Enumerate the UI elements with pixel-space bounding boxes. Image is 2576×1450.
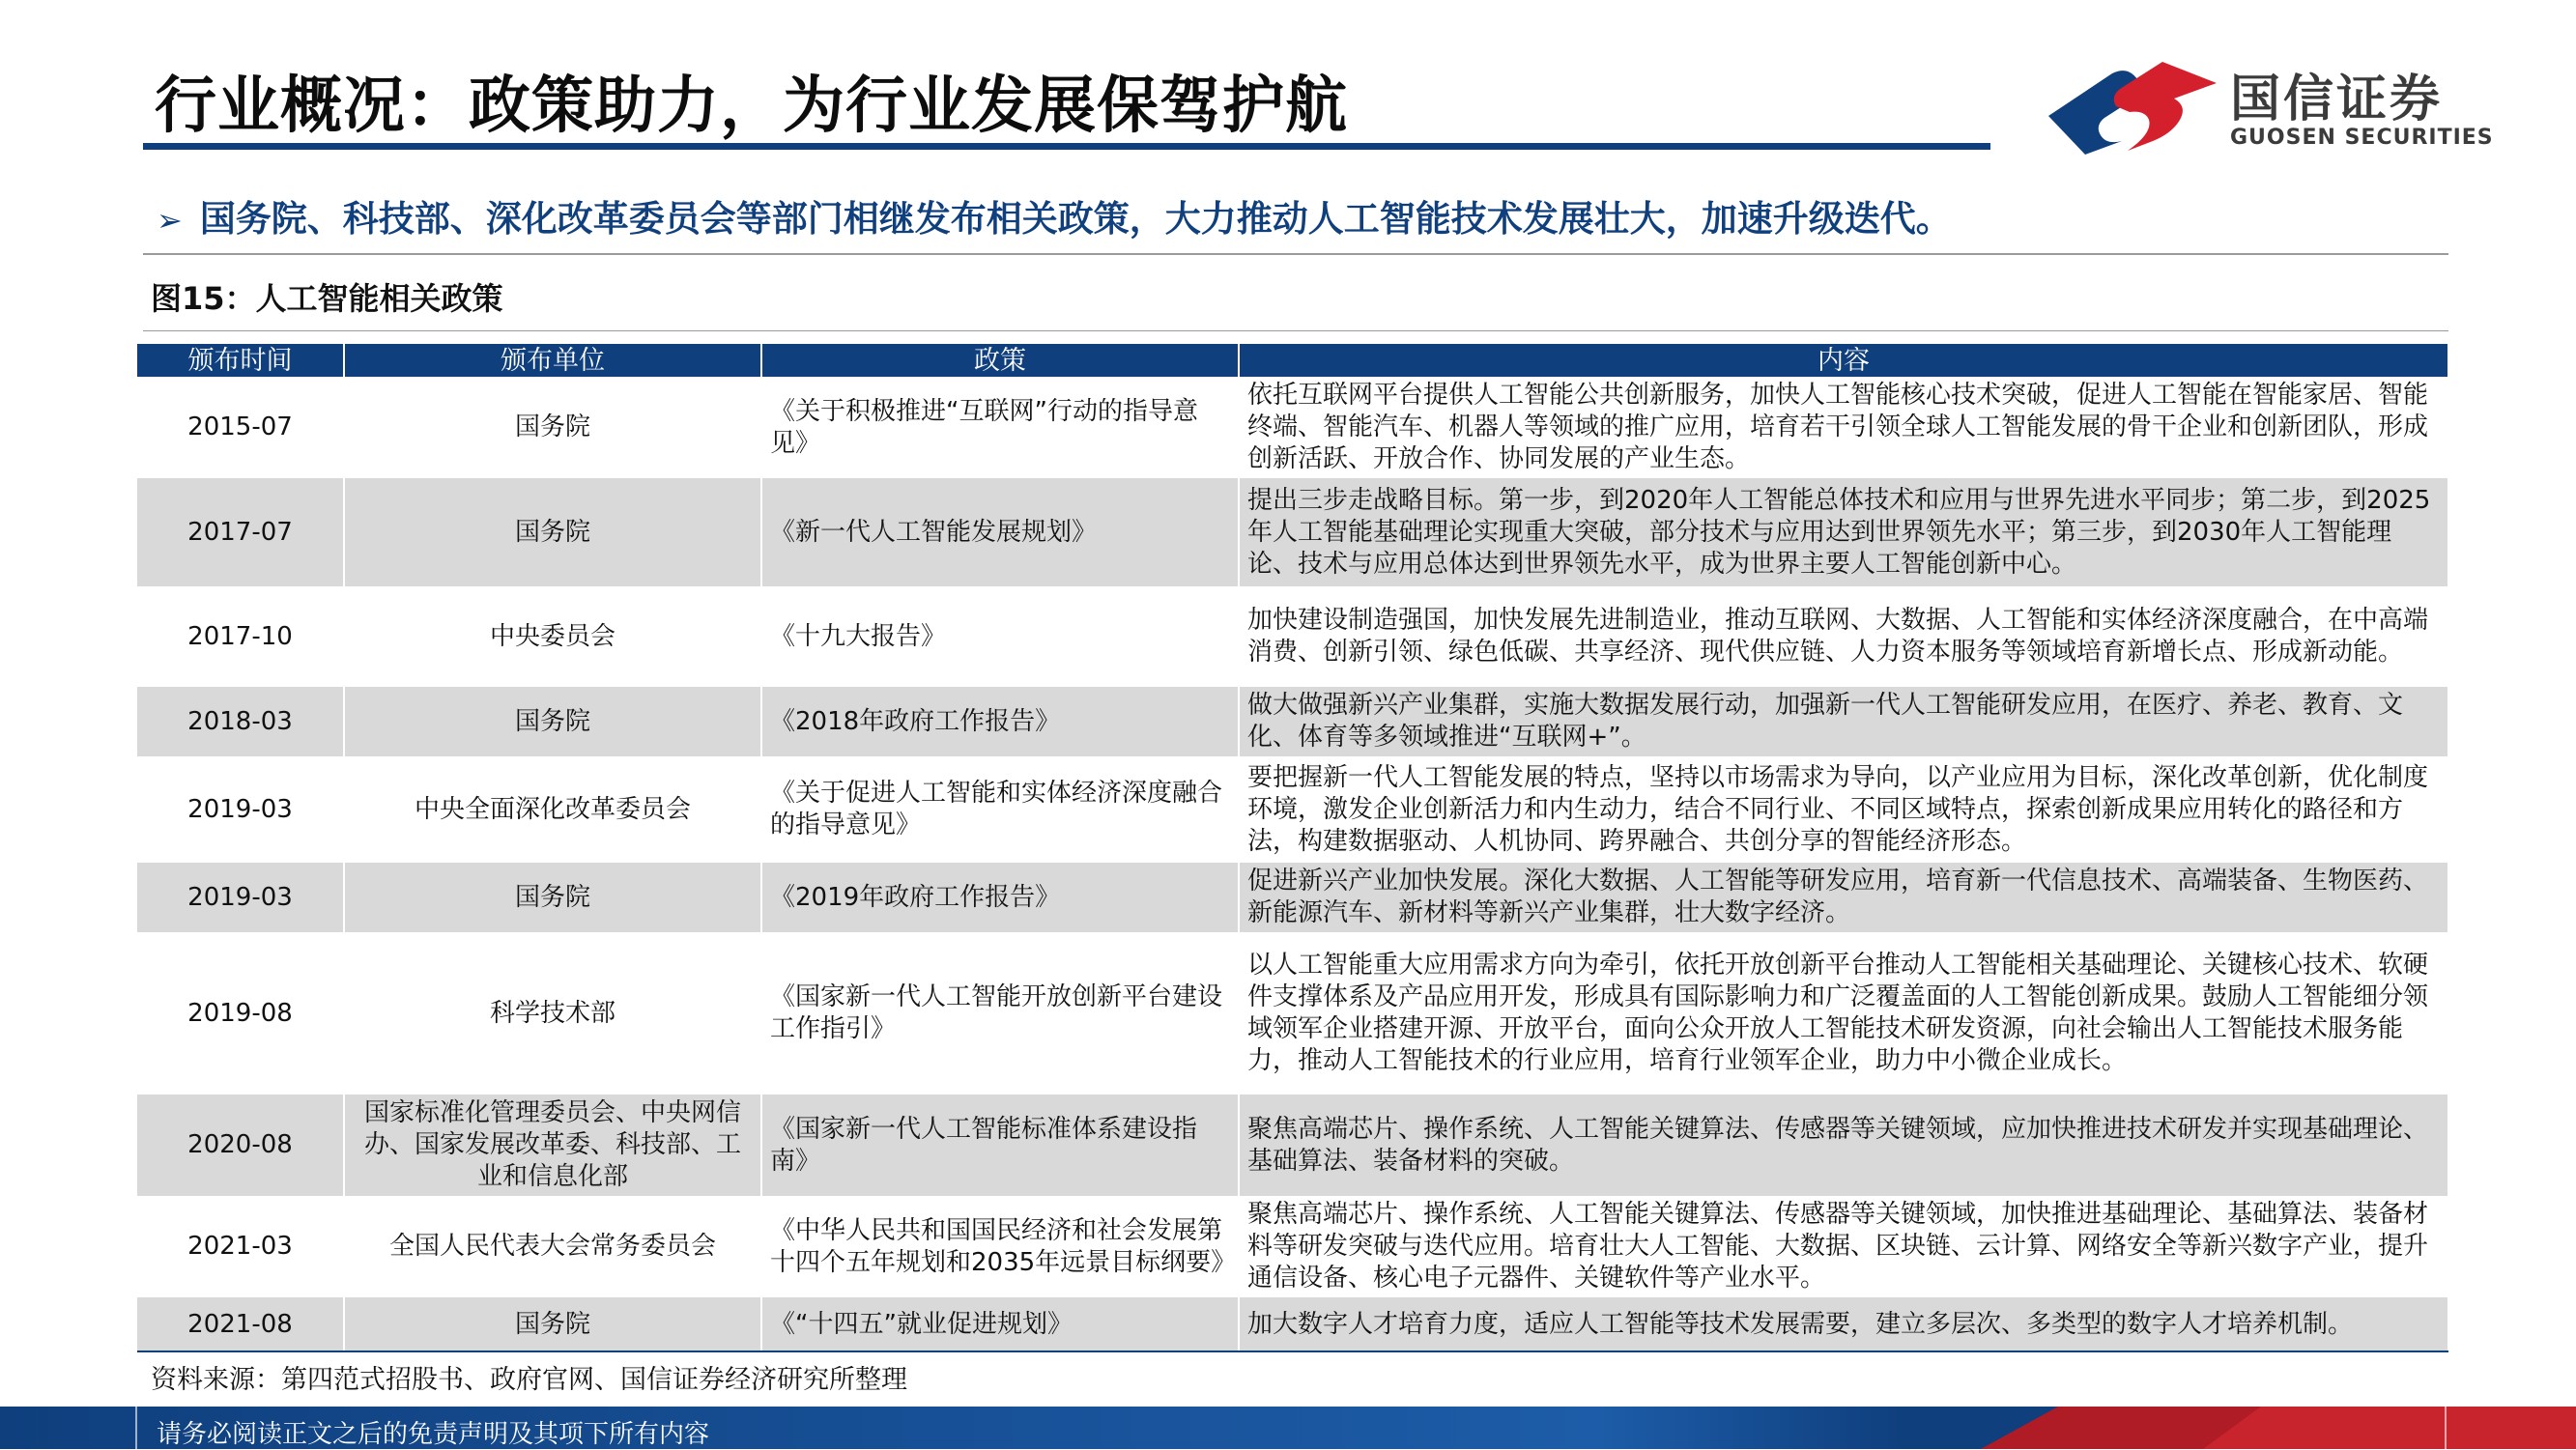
cell-content: 加快建设制造强国，加快发展先进制造业，推动互联网、大数据、人工智能和实体经济深度融合，在中高端消费、创新引领、绿色低碳、共享经济、现代供应链、人力资本服务等领域培育新增长点、形成新动能。: [1239, 586, 2448, 687]
cell-content: 促进新兴产业加快发展。深化大数据、人工智能等研发应用，培育新一代信息技术、高端装备、生物医药、新能源汽车、新材料等新兴产业集群，壮大数字经济。: [1239, 863, 2448, 932]
summary-bullet: [157, 189, 1952, 242]
figure-divider: [143, 330, 2448, 331]
cell-date: 2019-08: [137, 932, 344, 1095]
table-row: [137, 756, 2448, 863]
table-bottom-rule: [137, 1350, 2448, 1352]
cell-org: 国务院: [344, 687, 761, 756]
cell-policy: 《关于积极推进“互联网”行动的指导意见》: [761, 377, 1239, 478]
guosen-logo-icon: [2046, 56, 2220, 162]
cell-date: 2018-03: [137, 687, 344, 756]
column-header: 颁布时间: [137, 344, 344, 377]
source-note: 资料来源：第四范式招股书、政府官网、国信证券经济研究所整理: [151, 1365, 907, 1395]
cell-org: 国务院: [344, 478, 761, 586]
table-row: [137, 377, 2448, 478]
cell-content: 以人工智能重大应用需求方向为牵引，依托开放创新平台推动人工智能相关基础理论、关键核心技术、软硬件支撑体系及产品应用开发，形成具有国际影响力和广泛覆盖面的人工智能创新成果。鼓励人工智能细分领域领军企业搭建开源、开放平台，面向公众开放人工智能技术研发资源，向社会输出人工智能技术服务能力，推动人工智能技术的行业应用，培育行业领军企业，助力中小微企业成长。: [1239, 932, 2448, 1095]
cell-org: 国务院: [344, 863, 761, 932]
cell-org: 全国人民代表大会常务委员会: [344, 1196, 761, 1297]
cell-date: 2021-03: [137, 1196, 344, 1297]
table-row: [137, 1297, 2448, 1351]
cell-content: 做大做强新兴产业集群，实施大数据发展行动，加强新一代人工智能研发应用，在医疗、养老、教育、文化、体育等多领域推进“互联网+”。: [1239, 687, 2448, 756]
cell-policy: 《中华人民共和国国民经济和社会发展第十四个五年规划和2035年远景目标纲要》: [761, 1196, 1239, 1297]
cell-policy: 《关于促进人工智能和实体经济深度融合的指导意见》: [761, 756, 1239, 863]
cell-policy: 《国家新一代人工智能标准体系建设指南》: [761, 1095, 1239, 1196]
cell-policy: 《十九大报告》: [761, 586, 1239, 687]
table-row: [137, 687, 2448, 756]
column-header: 政策: [761, 344, 1239, 377]
cell-date: 2017-10: [137, 586, 344, 687]
cell-org: 中央全面深化改革委员会: [344, 756, 761, 863]
table-row: [137, 586, 2448, 687]
footer-disclaimer: 请务必阅读正文之后的免责声明及其项下所有内容: [157, 1420, 710, 1449]
title-underline: [143, 143, 1990, 150]
brand-logo: [2046, 56, 2494, 162]
table-row: [137, 1095, 2448, 1196]
cell-date: 2020-08: [137, 1095, 344, 1196]
cell-org: 国务院: [344, 1297, 761, 1351]
cell-org: 国务院: [344, 377, 761, 478]
footer-bar: [0, 1407, 2576, 1449]
arrow-bullet-icon: ➢: [157, 202, 183, 239]
cell-content: 加大数字人才培育力度，适应人工智能等技术发展需要，建立多层次、多类型的数字人才培养机制。: [1239, 1297, 2448, 1351]
cell-date: 2019-03: [137, 756, 344, 863]
brand-name-cn: 国信证券: [2230, 71, 2444, 128]
figure-label: 图15：人工智能相关政策: [151, 280, 503, 317]
cell-date: 2017-07: [137, 478, 344, 586]
summary-text: 国务院、科技部、深化改革委员会等部门相继发布相关政策，大力推动人工智能技术发展壮大，加速升级迭代。: [199, 198, 1952, 240]
brand-name-en: GUOSEN SECURITIES: [2230, 126, 2494, 150]
cell-policy: 《“十四五”就业促进规划》: [761, 1297, 1239, 1351]
cell-content: 聚焦高端芯片、操作系统、人工智能关键算法、传感器等关键领域，应加快推进技术研发并实现基础理论、基础算法、装备材料的突破。: [1239, 1095, 2448, 1196]
cell-date: 2021-08: [137, 1297, 344, 1351]
cell-policy: 《新一代人工智能发展规划》: [761, 478, 1239, 586]
cell-policy: 《国家新一代人工智能开放创新平台建设工作指引》: [761, 932, 1239, 1095]
section-divider: [143, 253, 2448, 255]
table-row: [137, 1196, 2448, 1297]
column-header: 颁布单位: [344, 344, 761, 377]
cell-content: 依托互联网平台提供人工智能公共创新服务，加快人工智能核心技术突破，促进人工智能在智能家居、智能终端、智能汽车、机器人等领域的推广应用，培育若干引领全球人工智能发展的骨干企业和创新团队，形成创新活跃、开放合作、协同发展的产业生态。: [1239, 377, 2448, 478]
table-row: [137, 932, 2448, 1095]
cell-org: 国家标准化管理委员会、中央网信办、国家发展改革委、科技部、工业和信息化部: [344, 1095, 761, 1196]
cell-content: 提出三步走战略目标。第一步，到2020年人工智能总体技术和应用与世界先进水平同步；第二步，到2025年人工智能基础理论实现重大突破，部分技术与应用达到世界领先水平；第三步，到2030年人工智能理论、技术与应用总体达到世界领先水平，成为世界主要人工智能创新中心。: [1239, 478, 2448, 586]
cell-policy: 《2018年政府工作报告》: [761, 687, 1239, 756]
cell-org: 中央委员会: [344, 586, 761, 687]
page-title: 行业概况：政策助力，为行业发展保驾护航: [155, 71, 1348, 142]
table-header-row: [137, 344, 2448, 377]
cell-content: 聚焦高端芯片、操作系统、人工智能关键算法、传感器等关键领域，加快推进基础理论、基础算法、装备材料等研发突破与迭代应用。培育壮大人工智能、大数据、区块链、云计算、网络安全等新兴数字产业，提升通信设备、核心电子元器件、关键软件等产业水平。: [1239, 1196, 2448, 1297]
table-row: [137, 478, 2448, 586]
cell-date: 2019-03: [137, 863, 344, 932]
cell-date: 2015-07: [137, 377, 344, 478]
column-header: 内容: [1239, 344, 2448, 377]
policy-table: [137, 344, 2449, 1351]
cell-org: 科学技术部: [344, 932, 761, 1095]
cell-content: 要把握新一代人工智能发展的特点，坚持以市场需求为导向，以产业应用为目标，深化改革创新，优化制度环境，激发企业创新活力和内生动力，结合不同行业、不同区域特点，探索创新成果应用转化的路径和方法，构建数据驱动、人机协同、跨界融合、共创分享的智能经济形态。: [1239, 756, 2448, 863]
table-row: [137, 863, 2448, 932]
cell-policy: 《2019年政府工作报告》: [761, 863, 1239, 932]
